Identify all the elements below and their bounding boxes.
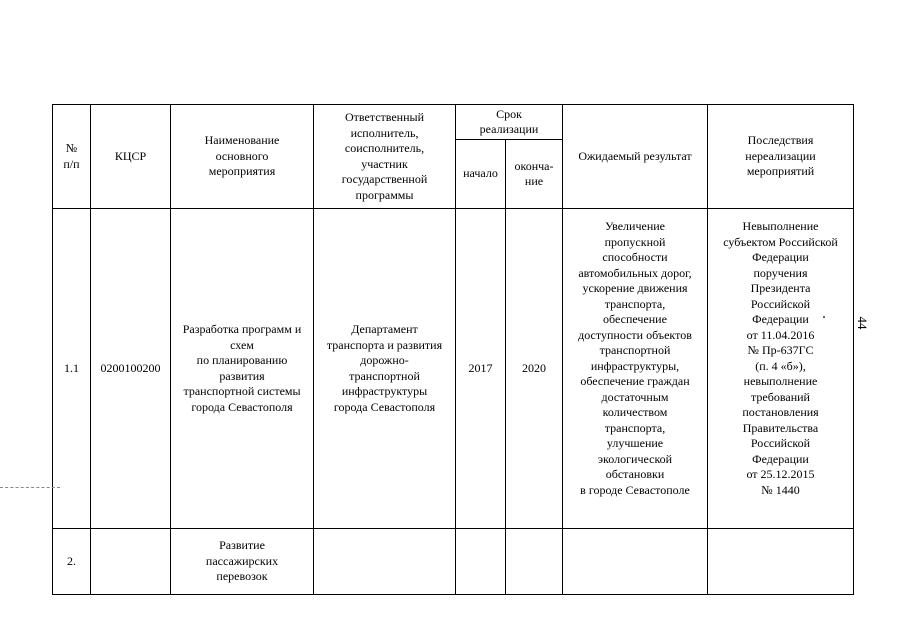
header-start: начало [456,140,506,209]
header-term: Срок реализации [456,105,563,140]
row-result [563,529,708,595]
header-end: оконча- ние [506,140,563,209]
header-kcsr: КЦСР [91,105,171,209]
header-row-1 [53,105,854,140]
header-executor: Ответственный исполнитель, соисполнитель, участник государственной программы [314,105,456,209]
header-result: Ожидаемый результат [563,105,708,209]
row-executor [314,529,456,595]
row-name: Развитие пассажирских перевозок [171,529,314,595]
row-name: Разработка программ и схем по планированию развития транспортной системы города Севастополя [171,209,314,529]
row-result: Увеличение пропускной способности автомобильных дорог, ускорение движения транспорта, обеспечение доступности объектов транспортной инфраструктуры, обеспечение граждан достаточным количеством транспорта, улучшение экологической обстановки в городе Севастополе [563,209,708,529]
row-consequences [708,529,854,595]
row-consequences: Невыполнение субъектом Российской Федерации поручения Президента Российской Федерации от 11.04.2016 № Пр-637ГС (п. 4 «б»), невыполнение требований постановления Правительства Российской Федерации от 25.12.2015 № 1440 [708,209,854,529]
row-start: 2017 [456,209,506,529]
row-kcsr: 0200100200 [91,209,171,529]
table-row [53,529,854,595]
row-num: 2. [53,529,91,595]
row-end [506,529,563,595]
row-executor: Департамент транспорта и развития дорожно- транспортной инфраструктуры города Севастополя [314,209,456,529]
row-num: 1.1 [53,209,91,529]
activities-table [52,104,854,595]
header-consequences: Последствия нереализации мероприятий [708,105,854,209]
row-start [456,529,506,595]
header-num: № п/п [53,105,91,209]
scan-mark [0,487,60,488]
scan-dot [823,316,825,318]
table-row [53,209,854,529]
row-end: 2020 [506,209,563,529]
row-kcsr [91,529,171,595]
page-number: 44 [855,316,870,330]
header-name: Наименование основного мероприятия [171,105,314,209]
